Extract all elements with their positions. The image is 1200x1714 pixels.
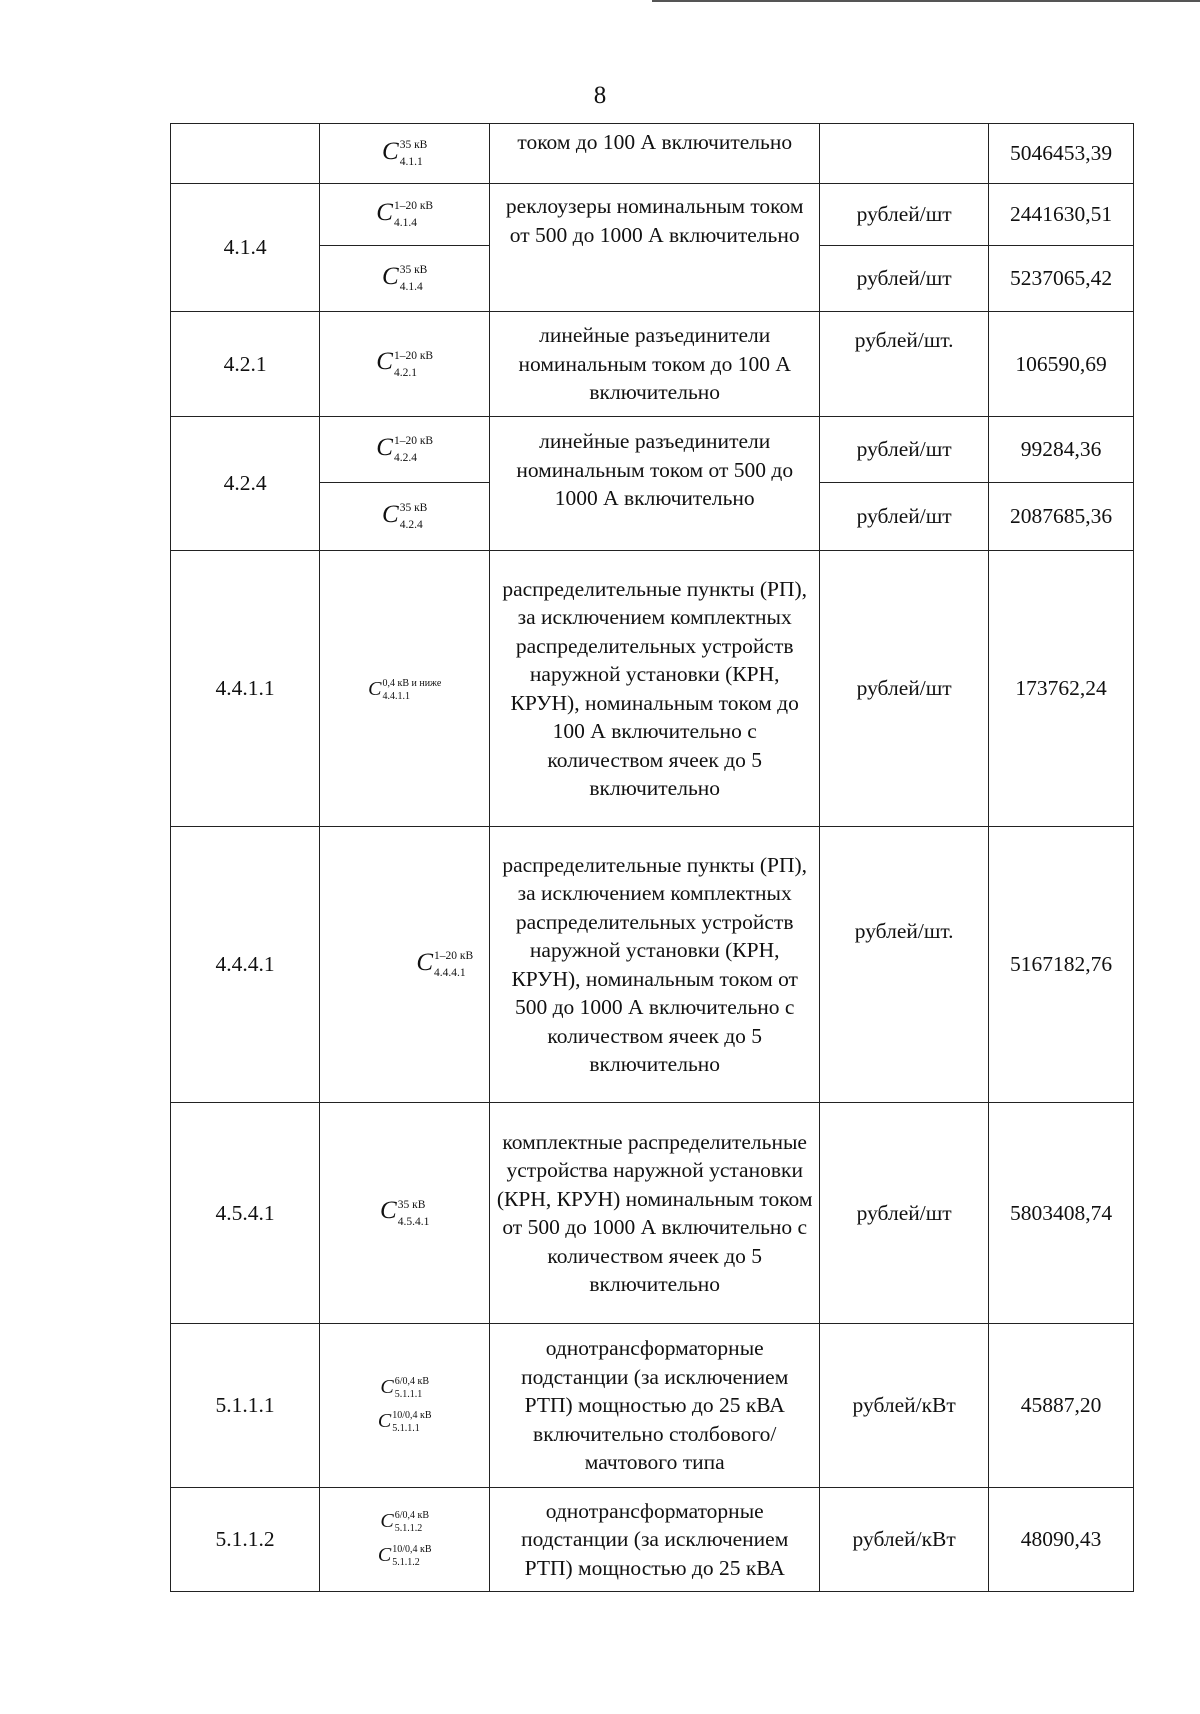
unit-cell: рублей/шт	[820, 483, 989, 551]
table-row	[171, 417, 1134, 483]
unit-cell: рублей/шт	[820, 184, 989, 246]
description-cell: линейные разъединители номинальным током до 100 А включительно	[490, 312, 820, 417]
description-cell: током до 100 А включительно	[490, 124, 820, 184]
tariff-symbol: C 1–20 кВ 4.2.4	[376, 433, 434, 465]
table-row	[171, 312, 1134, 417]
description-cell: однотрансформаторные подстанции (за исключением РТП) мощностью до 25 кВА	[490, 1488, 820, 1592]
symbol-cell	[320, 1488, 490, 1592]
tariff-symbol: C 1–20 кВ 4.1.4	[376, 198, 434, 230]
symbol-cell	[320, 551, 490, 827]
value-cell: 99284,36	[989, 417, 1134, 483]
table-row	[171, 1324, 1134, 1488]
symbol-cell	[320, 124, 490, 184]
table-row	[171, 1488, 1134, 1592]
table-row	[171, 551, 1134, 827]
value-cell: 106590,69	[989, 312, 1134, 417]
tariff-symbol: C 35 кВ 4.1.1	[382, 137, 428, 169]
tariff-table	[170, 123, 1134, 1592]
description-cell: распределительные пункты (РП), за исключением комплектных распределительных устройств наружной установки (КРН, КРУН), номинальным током до 100 А включительно с количеством ячеек до 5 включительно	[490, 551, 820, 827]
tariff-symbol: C 1–20 кВ 4.2.1	[376, 348, 434, 379]
top-rule	[652, 0, 1200, 2]
symbol-cell	[320, 1103, 490, 1324]
description-cell: однотрансформаторные подстанции (за исключением РТП) мощностью до 25 кВА включительно столбового/мачтового типа	[490, 1324, 820, 1488]
unit-cell: рублей/шт	[820, 246, 989, 312]
tariff-symbol: C 6/0,4 кВ 5.1.1.1	[380, 1375, 430, 1400]
code-cell: 4.4.1.1	[171, 551, 320, 827]
description-cell: линейные разъединители номинальным током от 500 до 1000 А включительно	[490, 417, 820, 551]
description-cell: реклоузеры номинальным током от 500 до 1000 А включительно	[490, 184, 820, 312]
code-cell: 4.1.4	[171, 184, 320, 312]
symbol-cell	[320, 184, 490, 246]
unit-cell: рублей/шт	[820, 1103, 989, 1324]
tariff-symbol: C 10/0,4 кВ 5.1.1.2	[377, 1543, 432, 1568]
value-cell: 2441630,51	[989, 184, 1134, 246]
unit-cell: рублей/шт	[820, 551, 989, 827]
tariff-symbol: C 6/0,4 кВ 5.1.1.2	[380, 1509, 430, 1534]
unit-cell	[820, 124, 989, 184]
code-cell: 4.4.4.1	[171, 827, 320, 1103]
table-row	[171, 1103, 1134, 1324]
symbol-cell	[320, 246, 490, 312]
symbol-cell	[320, 417, 490, 483]
tariff-symbol: C 10/0,4 кВ 5.1.1.1	[377, 1409, 432, 1434]
value-cell: 173762,24	[989, 551, 1134, 827]
table-row	[171, 184, 1134, 246]
unit-cell: рублей/шт.	[820, 827, 989, 1103]
code-cell: 5.1.1.2	[171, 1488, 320, 1592]
description-cell: распределительные пункты (РП), за исключением комплектных распределительных устройств наружной установки (КРН, КРУН), номинальным током от 500 до 1000 А включительно с количеством ячеек до 5 включительно	[490, 827, 820, 1103]
unit-cell: рублей/кВт	[820, 1324, 989, 1488]
value-cell: 5046453,39	[989, 124, 1134, 184]
code-cell: 4.2.4	[171, 417, 320, 551]
value-cell: 2087685,36	[989, 483, 1134, 551]
page-number: 8	[593, 82, 607, 109]
symbol-cell	[320, 312, 490, 417]
symbol-cell	[320, 1324, 490, 1488]
value-cell: 45887,20	[989, 1324, 1134, 1488]
unit-cell: рублей/кВт	[820, 1488, 989, 1592]
value-cell: 48090,43	[989, 1488, 1134, 1592]
unit-cell: рублей/шт.	[820, 312, 989, 417]
value-cell: 5237065,42	[989, 246, 1134, 312]
unit-cell: рублей/шт	[820, 417, 989, 483]
table-row	[171, 827, 1134, 1103]
tariff-symbol: C 35 кВ 4.5.4.1	[380, 1197, 430, 1228]
code-cell: 4.5.4.1	[171, 1103, 320, 1324]
code-cell: 5.1.1.1	[171, 1324, 320, 1488]
table-row	[171, 124, 1134, 184]
tariff-symbol: C 35 кВ 4.1.4	[382, 262, 428, 294]
tariff-symbol: C 1–20 кВ 4.4.4.1	[416, 948, 474, 980]
code-cell: 4.2.1	[171, 312, 320, 417]
code-cell	[171, 124, 320, 184]
value-cell: 5167182,76	[989, 827, 1134, 1103]
value-cell: 5803408,74	[989, 1103, 1134, 1324]
tariff-symbol: C 35 кВ 4.2.4	[382, 500, 428, 532]
description-cell: комплектные распределительные устройства наружной установки (КРН, КРУН) номинальным током от 500 до 1000 А включительно с количеством ячеек до 5 включительно	[490, 1103, 820, 1324]
symbol-cell	[320, 483, 490, 551]
symbol-cell	[320, 827, 490, 1103]
tariff-symbol: C 0,4 кВ и ниже 4.4.1.1	[368, 677, 442, 702]
